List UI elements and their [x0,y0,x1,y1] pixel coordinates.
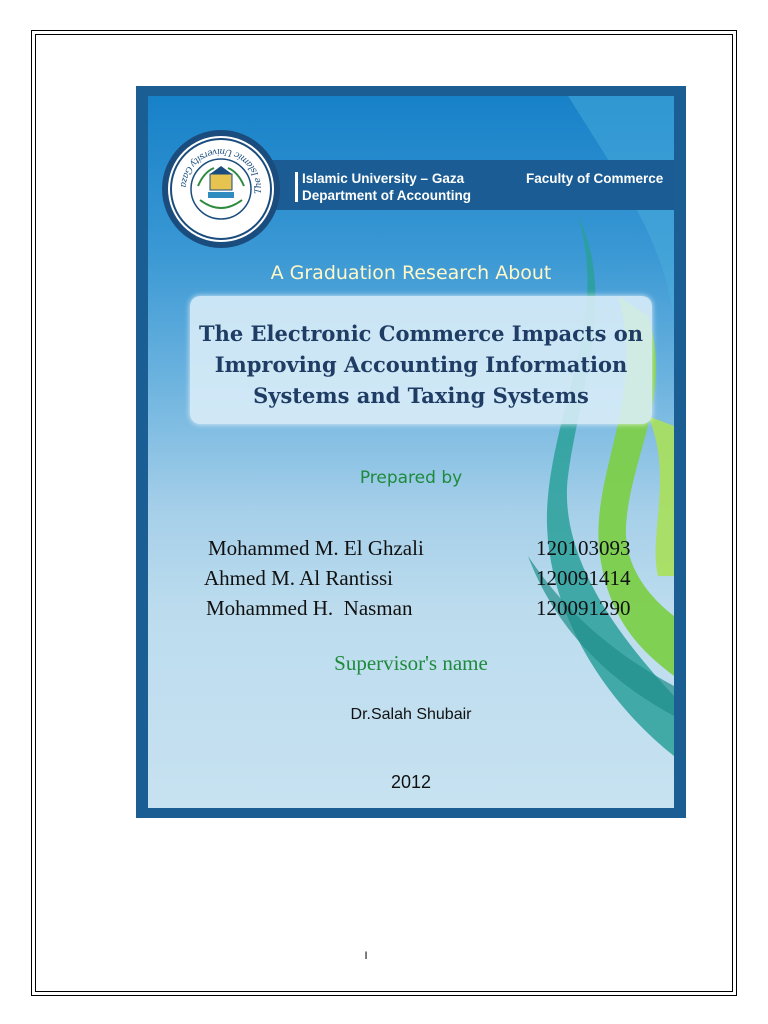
student-id: 120091290 [536,596,631,620]
year: 2012 [390,772,432,792]
title-box [190,296,652,424]
student-name: Mohammed M. El Ghzali [208,536,424,560]
header-divider [295,172,298,202]
student-name: Ahmed M. Al Rantissi [204,566,394,590]
supervisor-name: Dr.Salah Shubair [350,706,472,723]
page-number: I [364,950,368,962]
title-line: The Electronic Commerce Impacts on [198,321,644,346]
cover-page [136,86,686,818]
prepared-by-label: Prepared by [359,468,463,488]
university-name: Islamic University – Gaza [302,171,465,186]
seal-ring-text: The Islamic University Gaza [177,145,265,195]
cover-background [148,96,674,808]
title-line: Systems and Taxing Systems [253,383,589,408]
student-name: Mohammed H. Nasman [206,596,413,620]
research-title [190,318,652,411]
supervisor-label: Supervisor's name [334,651,488,675]
department-name: Department of Accounting [302,188,472,203]
university-seal-icon [162,130,280,248]
student-id: 120091414 [536,566,631,590]
research-subtitle: A Graduation Research About [270,262,552,284]
student-id: 120103093 [536,536,631,560]
faculty-name: Faculty of Commerce [526,171,664,186]
title-line: Improving Accounting Information [214,352,628,377]
